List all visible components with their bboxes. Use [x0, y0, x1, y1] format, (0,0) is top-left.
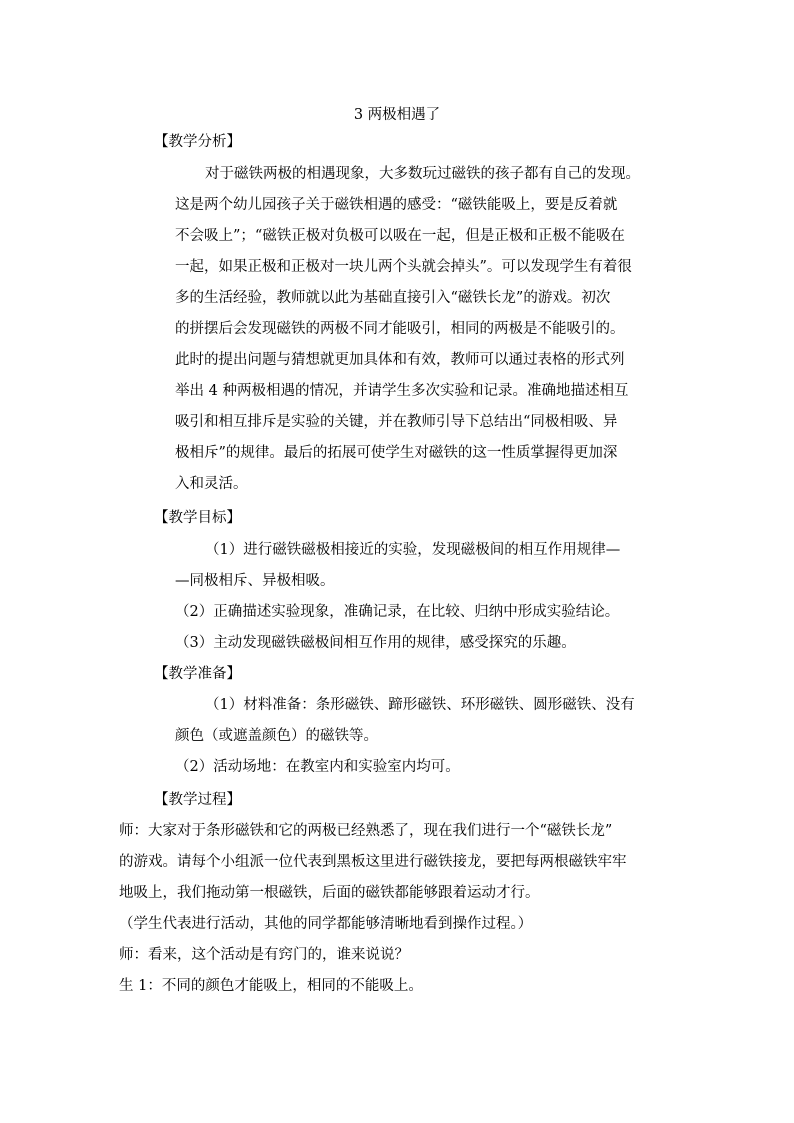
section-heading-preparation: 【教学准备】: [154, 666, 241, 682]
page-title: 3 两极相遇了: [353, 107, 441, 123]
analysis-line: 极相斥”的规律。最后的拓展可使学生对磁铁的这一性质掌握得更加深: [175, 445, 618, 461]
section-heading-process: 【教学过程】: [154, 792, 241, 808]
analysis-line: 此时的提出问题与猜想就更加具体和有效，教师可以通过表格的形式列: [175, 352, 625, 368]
analysis-line: 入和灵活。: [175, 476, 248, 492]
process-line: 师：看来，这个活动是有窍门的，谁来说说？: [119, 947, 409, 963]
analysis-line: 吸引和相互排斥是实验的关键，并在教师引导下总结出“同极相吸、异: [175, 414, 618, 430]
preparation-line: 颜色（或遮盖颜色）的磁铁等。: [175, 728, 378, 744]
analysis-line: 多的生活经验，教师就以此为基础直接引入“磁铁长龙”的游戏。初次: [175, 290, 611, 306]
section-heading-analysis: 【教学分析】: [154, 134, 241, 150]
process-line: 的游戏。请每个小组派一位代表到黑板这里进行磁铁接龙，要把每两根磁铁牢牢: [119, 854, 627, 870]
analysis-line: 一起，如果正极和正极对一块儿两个头就会掉头”。可以发现学生有着很: [175, 259, 632, 275]
goal-line: （1）进行磁铁磁极相接近的实验，发现磁极间的相互作用规律—: [205, 542, 621, 558]
analysis-line: 这是两个幼儿园孩子关于磁铁相遇的感受：“磁铁能吸上，要是反着就: [175, 197, 618, 213]
goal-line: （3）主动发现磁铁磁极间相互作用的规律，感受探究的乐趣。: [175, 635, 576, 651]
analysis-line: 的拼摆后会发现磁铁的两极不同才能吸引，相同的两极是不能吸引的。: [175, 321, 625, 337]
analysis-line: 举出 4 种两极相遇的情况，并请学生多次实验和记录。准确地描述相互: [175, 383, 629, 399]
process-line: 师：大家对于条形磁铁和它的两极已经熟悉了，现在我们进行一个“磁铁长龙”: [119, 823, 613, 839]
process-line: （学生代表进行活动，其他的同学都能够清晰地看到操作过程。）: [119, 916, 533, 932]
process-line: 生 1：不同的颜色才能吸上，相同的不能吸上。: [119, 978, 423, 994]
analysis-line: 对于磁铁两极的相遇现象，大多数玩过磁铁的孩子都有自己的发现。: [205, 166, 640, 182]
preparation-line: （1）材料准备：条形磁铁、蹄形磁铁、环形磁铁、圆形磁铁、没有: [205, 697, 635, 713]
section-heading-goals: 【教学目标】: [154, 510, 241, 526]
analysis-line: 不会吸上”；“磁铁正极对负极可以吸在一起，但是正极和正极不能吸在: [175, 228, 625, 244]
goal-line: —同极相斥、异极相吸。: [175, 573, 335, 589]
goal-line: （2）正确描述实验现象，准确记录，在比较、归纳中形成实验结论。: [175, 604, 620, 620]
preparation-line: （2）活动场地：在教室内和实验室内均可。: [175, 759, 460, 775]
process-line: 地吸上，我们拖动第一根磁铁，后面的磁铁都能够跟着运动才行。: [119, 885, 540, 901]
